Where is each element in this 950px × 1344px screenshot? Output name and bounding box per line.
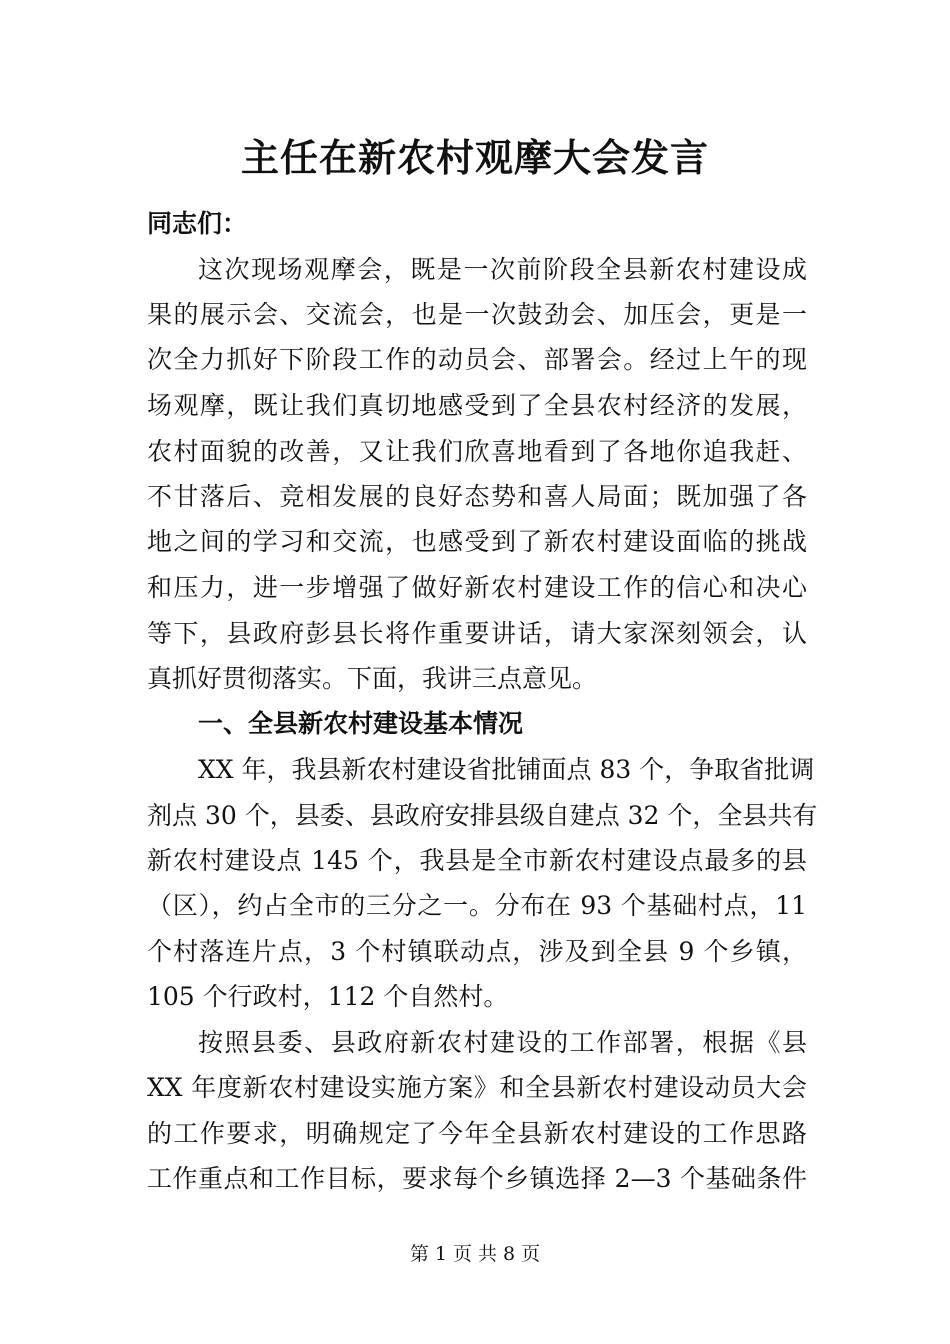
paragraph1-line: 这次现场观摩会，既是一次前阶段全县新农村建设成 (198, 255, 807, 284)
paragraph1-line: 和压力，进一步增强了做好新农村建设工作的信心和决心 (147, 573, 807, 602)
document-title: 主任在新农村观摩大会发言 (240, 135, 709, 180)
paragraph2-line: （区），约占全市的三分之一。分布在 93 个基础村点，11 (147, 891, 807, 920)
paragraph2-line: 个村落连片点，3 个村镇联动点，涉及到全县 9 个乡镇， (147, 937, 807, 966)
paragraph2-line: 105 个行政村，112 个自然村。 (147, 982, 509, 1011)
paragraph2-line: XX 年，我县新农村建设省批铺面点 83 个，争取省批调 (198, 755, 815, 784)
paragraph3-line: 的工作要求，明确规定了今年全县新农村建设的工作思路 (147, 1119, 807, 1148)
paragraph1-line: 场观摩，既让我们真切地感受到了全县农村经济的发展， (147, 391, 807, 420)
paragraph1-line: 地之间的学习和交流，也感受到了新农村建设面临的挑战 (147, 527, 807, 556)
salutation: 同志们： (147, 209, 248, 238)
paragraph1-line: 果的展示会、交流会，也是一次鼓劲会、加压会，更是一 (147, 300, 807, 329)
section-heading: 一、全县新农村建设基本情况 (198, 709, 524, 738)
paragraph1-line: 农村面貌的改善，又让我们欣喜地看到了各地你追我赶、 (147, 437, 807, 466)
paragraph1-line: 不甘落后、竞相发展的良好态势和喜人局面；既加强了各 (147, 482, 807, 511)
paragraph2-line: 新农村建设点 145 个，我县是全市新农村建设点最多的县 (147, 846, 807, 875)
page-number-footer: 第 1 页 共 8 页 (409, 1243, 541, 1265)
paragraph3-line: 工作重点和工作目标，要求每个乡镇选择 2—3 个基础条件 (147, 1164, 807, 1193)
paragraph3-line: XX 年度新农村建设实施方案》和全县新农村建设动员大会 (147, 1073, 807, 1102)
paragraph3-line: 按照县委、县政府新农村建设的工作部署，根据《县 (198, 1028, 807, 1057)
paragraph1-line: 真抓好贯彻落实。下面，我讲三点意见。 (147, 664, 598, 693)
paragraph1-line: 等下，县政府彭县长将作重要讲话，请大家深刻领会，认 (147, 619, 807, 648)
paragraph1-line: 次全力抓好下阶段工作的动员会、部署会。经过上午的现 (147, 345, 807, 374)
paragraph2-line: 剂点 30 个，县委、县政府安排县级自建点 32 个，全县共有 (147, 801, 818, 830)
